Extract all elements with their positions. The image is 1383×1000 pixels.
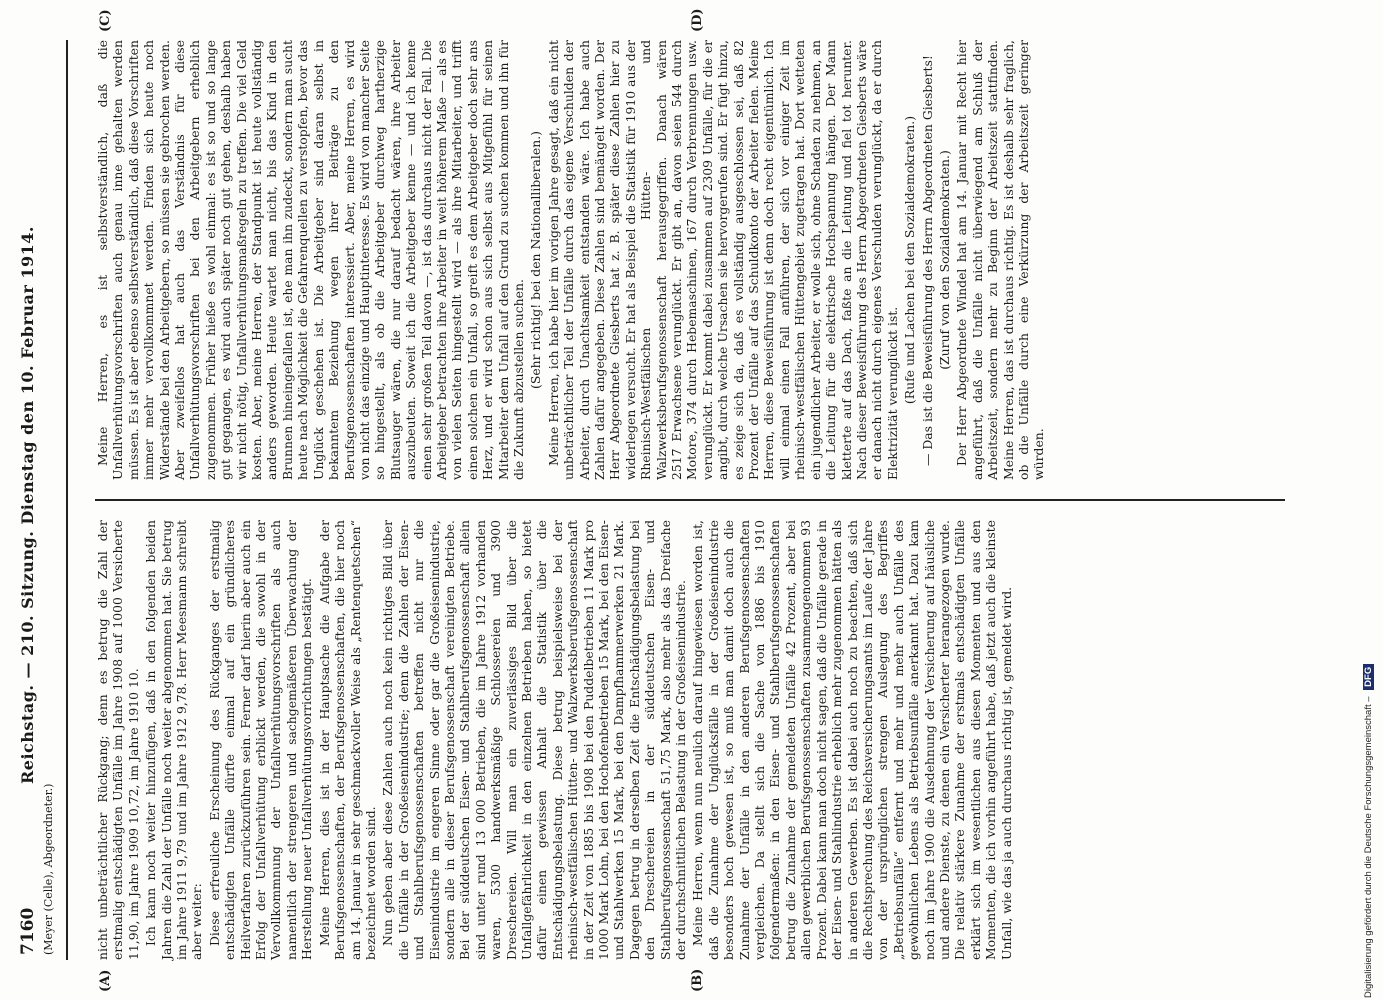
paragraph: Meine Herren, dies ist in der Hauptsache die Aufgabe der Berufsgenossenschaften, der Berufsgenossenschaften, die hier noch am 14. Januar in sehr geschmackvoller Weise als „Rentenquetschen“ bezeichnet worden sind. <box>316 520 378 960</box>
digitization-credit <box>1363 8 1381 998</box>
speaker-label: (Meyer (Celle), Abgeordneter.) <box>42 783 55 955</box>
running-title: Reichstag. — 210. Sitzung. Dienstag den 10. Februar 1914. <box>18 226 37 784</box>
paragraph: Ich kann noch weiter hinzufügen, daß in den folgenden beiden Jahren die Zahl der Unfälle noch weiter abgenommen hat. Sie betrug im Jahre 1911 9,79 und im Jahre 1912 9,78. Herr Meesmann schreibt aber weiter: <box>143 520 205 960</box>
right-column <box>95 40 1049 480</box>
paragraph: Meine Herren, es ist selbstverständlich, daß die Unfallverhütungsvorschriften auch genau inne gehalten werden müssen. Es ist aber ebenso selbstverständlich, daß diese Vorschriften immer mehr vervollkommnet werden. Finden sich heute noch Widerstände bei den Arbeitgebern, so müssen sie gebrochen werden. Aber zweifellos hat auch das Verständnis für diese Unfallverhütungsvorschriften bei den Arbeitgebern erheblich zugenommen. Früher hieße es wohl einmal: es ist so und so lange gut gegangen, es wird auch später noch gut gehen, deshalb haben wir nicht nötig, Unfallverhütungsmaßregeln zu treffen. Die viel Geld kosten. Aber, meine Herren, der Standpunkt ist heute vollständig anders geworden. Heute wartet man nicht, bis das Kind in den Brunnen hineingefallen ist, ehe man ihn zudeckt, sondern man sucht heute nach Möglichkeit die Gefahrenquellen zu verstopfen, bevor das Unglück geschehen ist. Die Arbeitgeber sind daran selbst in bekanntem Beziehung wegen ihrer Beiträge zu den Berufsgenossenschaften interessiert. Aber, meine Herren, es wird von nicht das einzige und Hauptinteresse. Es wird von mancher Seite so hingestellt, als ob die Arbeitgeber durchweg hartherzige Blutsauger wären, die nur darauf bedacht wären, ihre Arbeiter auszubeuten. Soweit ich die Arbeitgeber kenne — und ich kenne einen sehr großen Teil davon —, ist das durchaus nicht der Fall. Die Arbeitgeber betrachten ihre Arbeiter in weit höherem Maße — als es von vielen Seiten hingestellt wird — als ihre Mitarbeiter, und trifft einen solchen ein Unfall, so greift es dem Arbeitgeber doch sehr ans Herz, und er wird schon aus sich selbst aus Mitgefühl für seinen Mitarbeiter dem Unfall auf den Grund zu suchen kommen und ihn für die Zukunft abzustellen suchen. <box>95 40 526 480</box>
header-rule <box>66 40 68 960</box>
margin-marker-b: (B) <box>690 968 705 992</box>
column-divider <box>95 499 1285 501</box>
interjection: (Zuruf von den Sozialdemokraten.) <box>936 150 952 370</box>
margin-marker-a: (A) <box>98 969 113 992</box>
credit-text: Digitalisierung gefördert durch die Deutsche Forschungsgemeinschaft – <box>1363 696 1374 998</box>
page-number: 7160 <box>18 907 38 955</box>
interjection: (Sehr richtig! bei den Nationalliberalen.) <box>528 131 544 389</box>
paragraph: Meine Herren, ich habe hier im vorigen Jahre gesagt, daß ein nicht unbeträchtlicher Teil der Unfälle durch das eigene Verschulden der Arbeiter, durch Unachtsamkeit entstanden wäre. Ich habe auch Zahlen dafür angegeben. Diese Zahlen sind bemängelt worden. Der Herr Abgeordnete Giesberts hat z. B. später diese Zahlen hier zu widerlegen versucht. Er hat als Beispiel die Statistik für 1910 aus der Rheinisch-Westfälischen Hütten- und Walzwerksberufsgenossenschaft herausgegriffen. Danach wären 2517 Erwachsene verunglückt. Er gibt an, davon seien 544 durch Motore, 374 durch Hebemaschinen, 167 durch Verbrennungen usw. verunglückt. Er kommt dabei zusammen auf 2309 Unfälle, für die er angibt, durch welche Ursachen sie hervorgerufen sind. Er fügt hinzu, es zeige sich da, daß es vollständig ausgeschlossen sei, daß 82 Prozent der Unfälle auf das Schuldkonto der Arbeiter fielen. Meine Herren, diese Beweisführung ist denn doch recht eigentümlich. Ich will einmal einen Fall anführen, der sich vor einiger Zeit im rheinisch-westfälischen Hüttengebiet zugetragen hat. Dort wetteten ein jugendlicher Arbeiter, er wolle sich, ohne Schaden zu nehmen, an die Leitung für die elektrische Hochspannung hängen. Der Mann kletterte auf das Dach, faßte an die Leitung und fiel tot herunter. Nach dieser Beweisführung des Herrn Abgeordneten Giesberts wäre er danach nicht durch eigenes Verschulden verunglückt, da er durch Elektrizität verunglückt ist. <box>545 40 900 480</box>
dfg-logo: DFG <box>1363 664 1374 690</box>
paragraph: Nun geben aber diese Zahlen auch noch kein richtiges Bild über die Unfälle in der Großeisenindustrie; denn die Zahlen der Eisen- und Stahlberufsgenossenschaften betreffen nicht nur die Eisenindustrie im engeren Sinne oder gar die Großeisenindustrie, sondern alle in dieser Berufsgenossenschaft vereinigten Betriebe. Bei der süddeutschen Eisen- und Stahlberufsgenossenschaft allein sind unter rund 13 000 Betrieben, die im Jahre 1912 vorhanden waren, 5300 handwerksmäßige Schlossereien und 3900 Dreschereien. Will man ein zuverlässiges Bild über die Unfallgefährlichkeit in den einzelnen Betrieben haben, so bietet dafür einen gewissen Anhalt die Statistik über die Entschädigungsbelastung. Diese betrug beispielsweise bei der rheinisch-westfälischen Hütten- und Walzwerksberufsgenossenschaft in der Zeit von 1885 bis 1908 bei den Puddelbetrieben 11 Mark pro 1000 Mark Lohn, bei den Hochofenbetrieben 15 Mark, bei den Eisen- und Stahlwerken 15 Mark, bei den Dampfhammerwerken 21 Mark. Dagegen betrug in derselben Zeit die Entschädigungsbelastung bei den Dreschereien in der süddeutschen Eisen- und Stahlberufsgenossenschaft 51,75 Mark, also mehr als das Dreifache der durchschnittlichen Belastung in der Großeisenindustrie. <box>380 520 689 960</box>
interjection: (Rufe und Lachen bei den Sozialdemokraten.) <box>902 115 918 405</box>
left-column <box>95 520 1016 960</box>
margin-marker-d: (D) <box>690 8 705 32</box>
paragraph: Diese erfreuliche Erscheinung des Rückganges der erstmalig entschädigten Unfälle dürfte einmal auf ein gründlicheres Heilverfahren zurückzuführen sein. Ferner darf hierin aber auch ein Erfolg der Unfallverhütung erblickt werden, die sowohl in der Vervollkommnung der Unfallverhütungsvorschriften als auch namentlich der strengeren und sachgemäßeren Überwachung der Herstellung neuer Unfallverhütungsvorrichtungen bestätigt. <box>206 520 315 960</box>
paragraph: Meine Herren, wenn nun neulich darauf hingewiesen worden ist, daß die Zunahme der Unglücksfälle in der Großeisenindustrie besonders hoch gewesen ist, so muß man damit doch auch die Zunahme der Unfälle in den anderen Berufsgenossenschaften vergleichen. Da stellt sich die Sache von 1886 bis 1910 folgendermaßen: in den Eisen- und Stahlberufsgenossenschaften betrug die Zunahme der gemeldeten Unfälle 42 Prozent, aber bei allen gewerblichen Berufsgenossenschaften zusammengenommen 93 Prozent. Dabei kann man doch nicht sagen, daß die Unfälle gerade in der Eisen- und Stahlindustrie erheblich mehr zugenommen hätten als in anderen Gewerben. Es ist dabei auch noch zu beachten, daß sich die Rechtsprechung des Reichsversicherungsamts im Laufe der Jahre von der ursprünglichen strengen Auslegung des Begriffes „Betriebsunfälle“ entfernt und mehr und mehr auch Unfälle des gewöhnlichen Lebens als Betriebsunfälle anerkannt hat. Dazu kam noch im Jahre 1900 die Ausdehnung der Versicherung auf häusliche und andere Dienste, zu denen ein Versicherter herangezogen wurde. Die relativ stärkere Zunahme der erstmals entschädigten Unfälle erklärt sich im wesentlichen aus diesen Momenten und aus den Momenten, die ich vorhin angeführt habe, daß jetzt auch die kleinste Unfall, wie das ja auch durchaus richtig ist, gemeldet wird. <box>690 520 1014 960</box>
page-header <box>18 55 55 955</box>
paragraph: Der Herr Abgeordnete Windel hat am 14. Januar mit Recht hier angeführt, daß die Unfälle nicht überwiegend am Schluß der Arbeitszeit, sondern mehr zu Beginn der Arbeitszeit stattfinden. Meine Herren, das ist durchaus richtig. Es ist deshalb sehr fraglich, ob die Unfälle durch eine Verkürzung der Arbeitszeit geringer würden. <box>954 40 1047 480</box>
margin-marker-c: (C) <box>98 9 113 32</box>
paragraph: nicht unbeträchtlicher Rückgang; denn es betrug die Zahl der erstmalig entschädigten Unfälle im Jahre 1908 auf 1000 Versicherte 11,90, im Jahre 1909 10,72, im Jahre 1910 10. <box>95 520 141 960</box>
paragraph: — Das ist die Beweisführung des Herrn Abgeordneten Giesberts! <box>919 55 935 466</box>
